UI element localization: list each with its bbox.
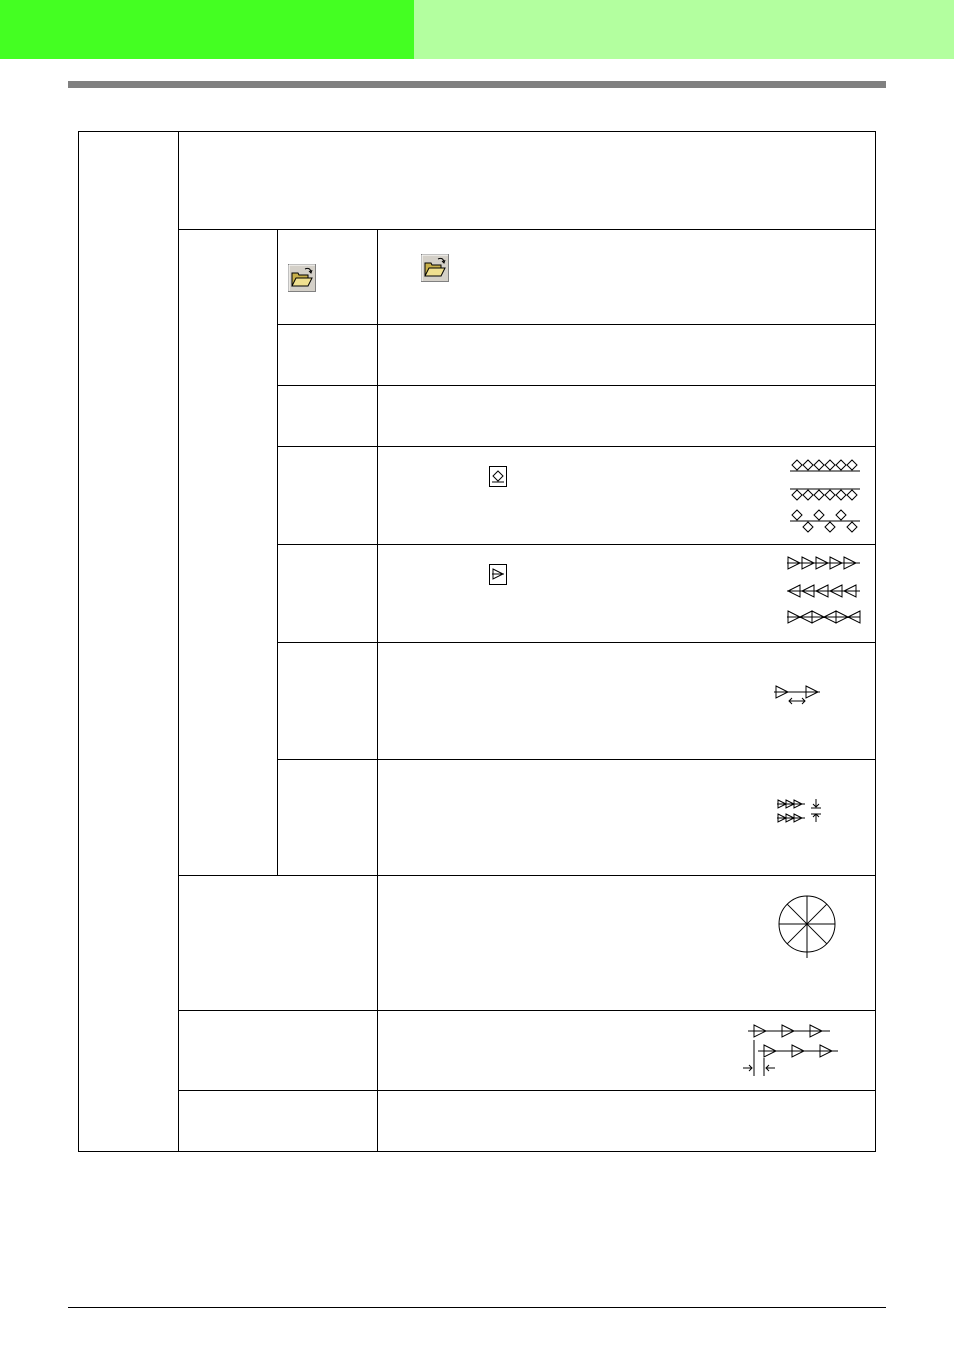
column-divider bbox=[277, 229, 278, 876]
row-divider bbox=[178, 1090, 876, 1091]
pattern-diamond-icon bbox=[489, 466, 507, 487]
triangle-direction-examples-icon bbox=[784, 552, 864, 630]
row-divider bbox=[277, 385, 876, 386]
row-divider bbox=[178, 1010, 876, 1011]
stitch-offset-icon bbox=[740, 1020, 840, 1080]
row-divider bbox=[277, 446, 876, 447]
row-offset-icon bbox=[775, 797, 827, 827]
header-bar-right bbox=[414, 0, 954, 59]
row-divider bbox=[277, 544, 876, 545]
header-rule bbox=[68, 81, 886, 88]
footer-rule bbox=[68, 1307, 886, 1308]
header-bar-left bbox=[0, 0, 414, 59]
row-divider bbox=[178, 229, 876, 230]
circle-division-icon bbox=[774, 889, 840, 959]
row-divider bbox=[277, 324, 876, 325]
column-divider bbox=[178, 131, 179, 1152]
folder-open-icon[interactable] bbox=[288, 264, 316, 292]
folder-open-icon bbox=[421, 254, 449, 282]
row-divider bbox=[277, 759, 876, 760]
column-divider bbox=[377, 229, 378, 1152]
spacing-arrow-icon bbox=[772, 683, 822, 707]
pattern-triangle-icon bbox=[489, 564, 507, 585]
diamond-row-examples-icon bbox=[786, 455, 864, 535]
row-divider bbox=[178, 875, 876, 876]
row-divider bbox=[277, 642, 876, 643]
